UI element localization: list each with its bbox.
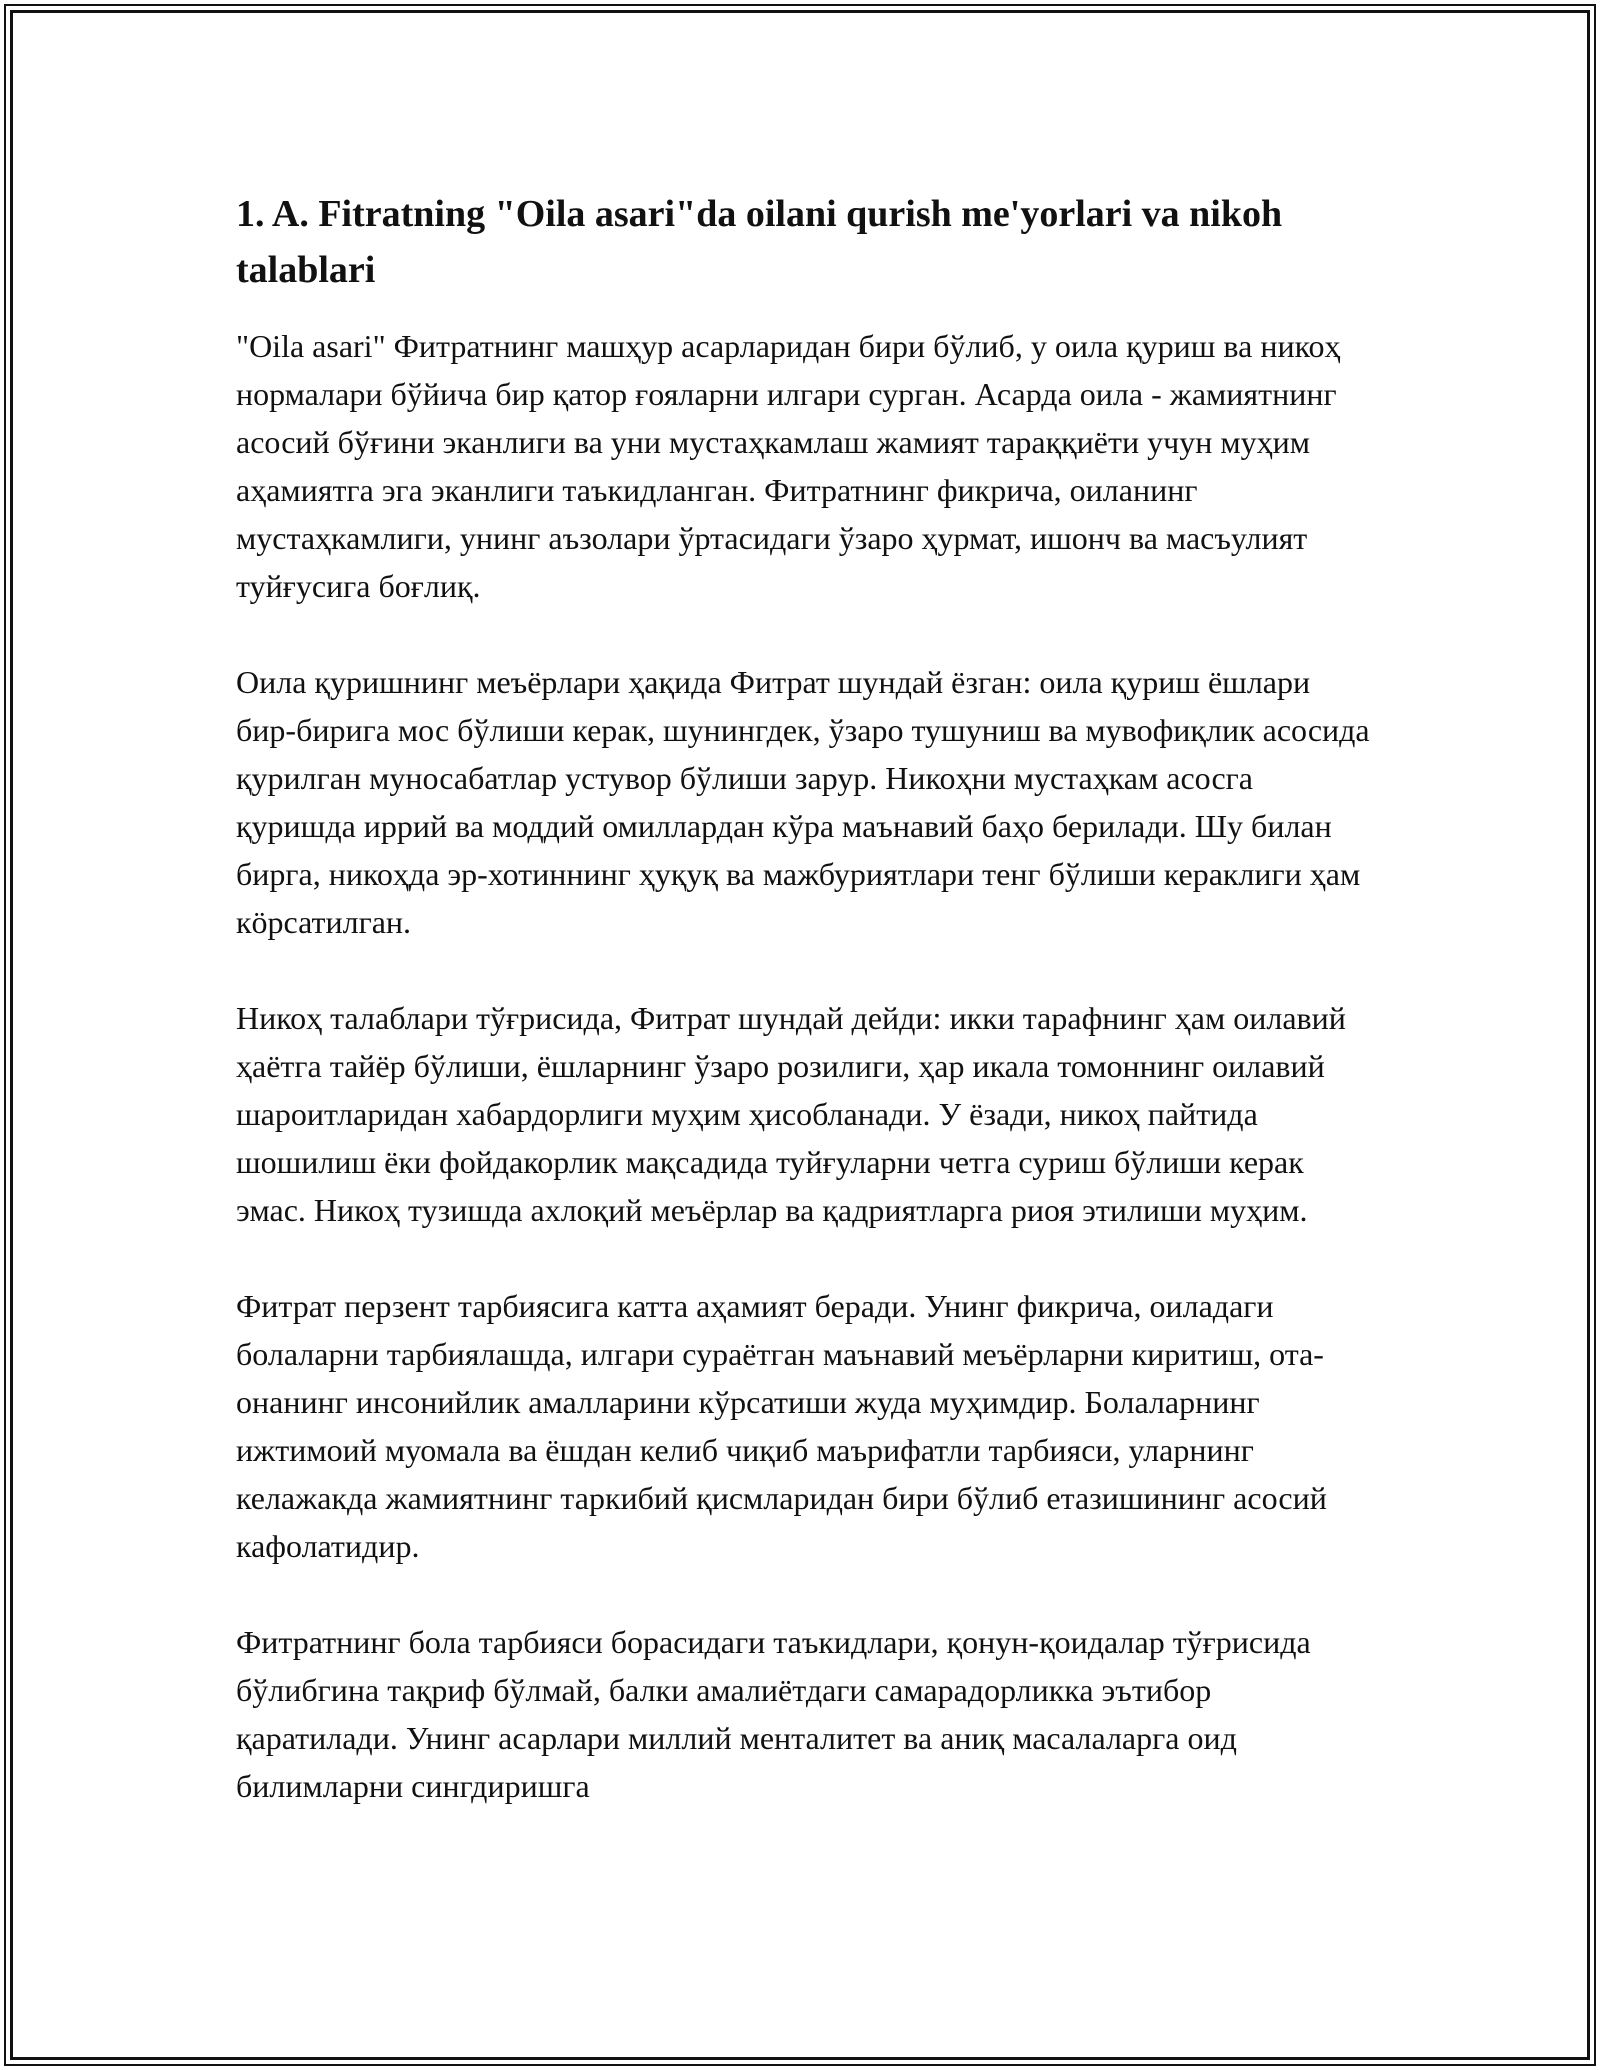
paragraph-2: Оила қуришнинг меъёрлари ҳақида Фитрат шундай ёзган: оила қуриш ёшлари бир-бирига мос бўлиши керак, шунингдек, ўзаро тушуниш ва мувофиқлик асосида қурилган муносабатлар устувор бўлиши зарур. Никоҳни мустаҳкам асосга қуришда иррий ва моддий омиллардан кўра маънавий баҳо берилади. Шу билан бирга, никоҳда эр-хотиннинг ҳуқуқ ва мажбуриятлари тенг бўлиши кераклиги ҳам кӧрсатилган.: [236, 664, 1370, 940]
document-title: 1. A. Fitratning "Oila asari"da oilani qurish me'yorlari va nikoh talablari: [236, 193, 1283, 291]
paragraph-3: Никоҳ талаблари тўғрисида, Фитрат шундай дейди: икки тарафнинг ҳам оилавий ҳаётга тайёр бўлиши, ёшларнинг ўзаро розилиги, ҳар икала томоннинг оилавий шароитларидан хабардорлиги муҳим ҳисобланади. У ёзади, никоҳ пайтида шошилиш ёки фойдакорлик мақсадида туйғуларни четга суриш бўлиши керак эмас. Никоҳ тузишда ахлоқий меъёрлар ва қадриятларга риоя этилиши муҳим.: [236, 1000, 1346, 1228]
paragraph-4: Фитрат перзент тарбиясига катта аҳамият беради. Унинг фикрича, оиладаги болаларни тарбиялашда, илгари сураётган маънавий меъёрларни киритиш, ота-онанинг инсонийлик амалларини кўрсатиши жуда муҳимдир. Болаларнинг ижтимоий муомала ва ёшдан келиб чиқиб маърифатли тарбияси, уларнинг келажакда жамиятнинг таркибий қисмларидан бири бўлиб етазишининг асосий кафолатидир.: [236, 1288, 1327, 1564]
paragraph-5: Фитратнинг бола тарбияси борасидаги таъкидлари, қонун-қоидалар тўғрисида бўлибгина тақриф бўлмай, балки амалиётдаги самарадорликка эътибор қаратилади. Унинг асарлари миллий менталитет ва аниқ масалаларга оид билимларни сингдиришга: [236, 1624, 1311, 1804]
document-body: [236, 186, 1376, 1858]
paragraph-1: "Oila asari" Фитратнинг машҳур асарларидан бири бўлиб, у оила қуриш ва никоҳ нормалари бўйича бир қатор ғояларни илгари сурган. Асарда оила - жамиятнинг асосий бўғини эканлиги ва уни мустаҳкамлаш жамият тараққиёти учун муҳим аҳамиятга эга эканлиги таъкидланган. Фитратнинг фикрича, оиланинг мустаҳкамлиги, унинг аъзолари ўртасидаги ўзаро ҳурмат, ишонч ва масъулият туйғусига боғлиқ.: [236, 328, 1341, 604]
